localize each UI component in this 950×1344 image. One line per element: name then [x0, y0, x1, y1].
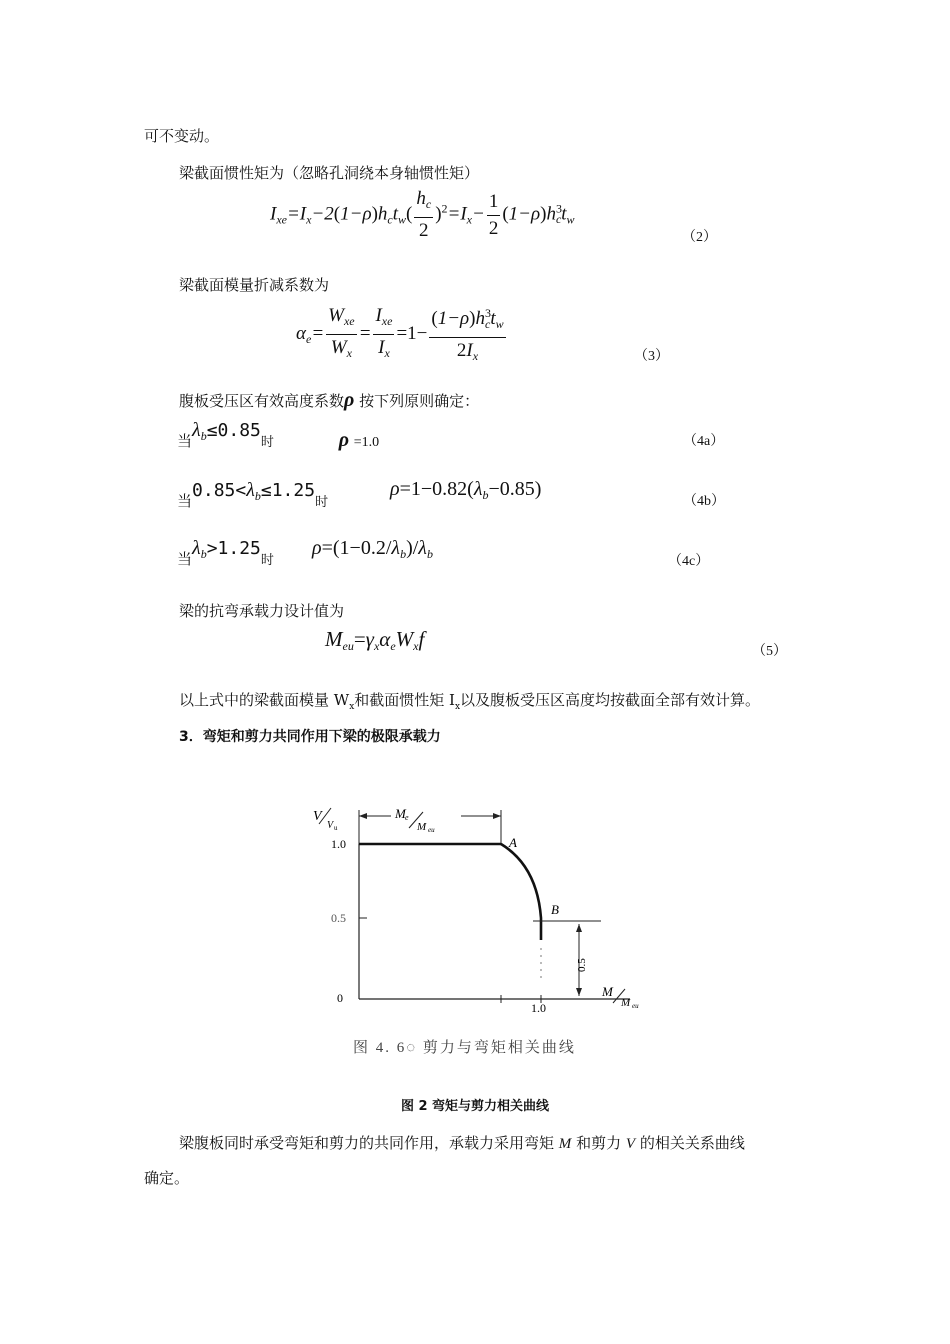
point-a-label: A [509, 835, 517, 850]
y-tick-0: 0 [337, 991, 343, 1005]
y-axis-label-denominator-sub: u [334, 824, 338, 832]
x-axis-label: M [602, 984, 613, 999]
case-4c: 当$\lambda_b>1.25$时 [177, 537, 274, 568]
inertia-intro: 梁截面惯性矩为（忽略孔洞绕本身轴惯性矩） [179, 164, 480, 182]
final-paragraph-end: 确定。 [144, 1169, 190, 1187]
equation-3-number: （3） [634, 349, 669, 364]
modulus-intro: 梁截面模量折减系数为 [179, 276, 330, 294]
equation-4a-number: （4a） [683, 434, 725, 449]
equation-4c: $\rho=(1-0.2/\lambda_b)/\lambda_b$ [312, 537, 433, 561]
figure-caption: 图 2 弯矩与剪力相关曲线 [400, 1099, 550, 1114]
y-tick-0-5: 0.5 [331, 911, 346, 925]
equation-3: $\alpha_e=$ $\frac{W_{xe}}{W_x}$ = $\frac{I_{xe}}{I_x}$ =1− $\frac{(1-\rho)h^3_ct_w}{2I_x}$ [296, 300, 508, 369]
case-4b: 当$0.85<\lambda_b\le 1.25$时 [177, 479, 329, 510]
x-axis-label-den-sub: eu [632, 1002, 639, 1010]
interaction-curve-arc [501, 844, 541, 940]
point-b-label: B [551, 902, 559, 917]
y-tick-1-0: 1.0 [331, 837, 346, 851]
y-axis-label: V [313, 809, 322, 824]
equation-5-number: （5） [752, 644, 787, 659]
equation-4b: $\rho=1-0.82(\lambda_b-0.85)$ [390, 478, 542, 502]
case-4a: 当$\lambda_b\le 0.85$时 ρ =1.0 [177, 419, 380, 451]
y-axis-label-denominator: V [327, 820, 334, 831]
top-dimension-label-den-sub: eu [428, 826, 435, 834]
top-dimension-label-sub: e [405, 813, 409, 822]
equation-2-number: （2） [682, 230, 717, 245]
shear-moment-interaction-figure [305, 800, 665, 1060]
final-paragraph: 梁腹板同时承受弯矩和剪力的共同作用，承载力采用弯矩 M 和剪力 V 的相关关系曲线 [179, 1134, 745, 1152]
scanned-figure-caption: 图 4. 6◌ 剪力与弯矩相关曲线 [353, 1040, 576, 1056]
equation-4b-number: （4b） [683, 494, 725, 509]
note-line: 以上式中的梁截面模量 $W_x$和截面惯性矩 $I_x$以及腹板受压区高度均按截面全部有效计算。 [179, 691, 761, 712]
dimension-0-5: 0.5 [576, 958, 588, 972]
x-axis-label-den: M [621, 997, 631, 1009]
top-dimension-label-den: M [417, 821, 427, 833]
continued-line: 可不变动。 [144, 127, 220, 145]
equation-5: $M_{eu}=\gamma_x\alpha_eW_xf$ [325, 627, 425, 653]
equation-4c-number: （4c） [668, 554, 710, 569]
moment-intro: 梁的抗弯承载力设计值为 [179, 602, 345, 620]
equation-2: $I_{xe}=I_x-2(1-\rho)h_ct_w$( $\frac{h_c}{2}$ )$^2=I_x-$ $\frac{1}{2}$ $(1-\rho)h^3_ct_w$ [270, 188, 575, 241]
rho-intro: 腹板受压区有效高度系数ρ 按下列原则确定： [179, 389, 480, 411]
top-dimension-label: M [395, 806, 406, 821]
x-tick-1-0: 1.0 [531, 1001, 546, 1015]
section-3-heading: 3．弯矩和剪力共同作用下梁的极限承载力 [179, 729, 441, 745]
